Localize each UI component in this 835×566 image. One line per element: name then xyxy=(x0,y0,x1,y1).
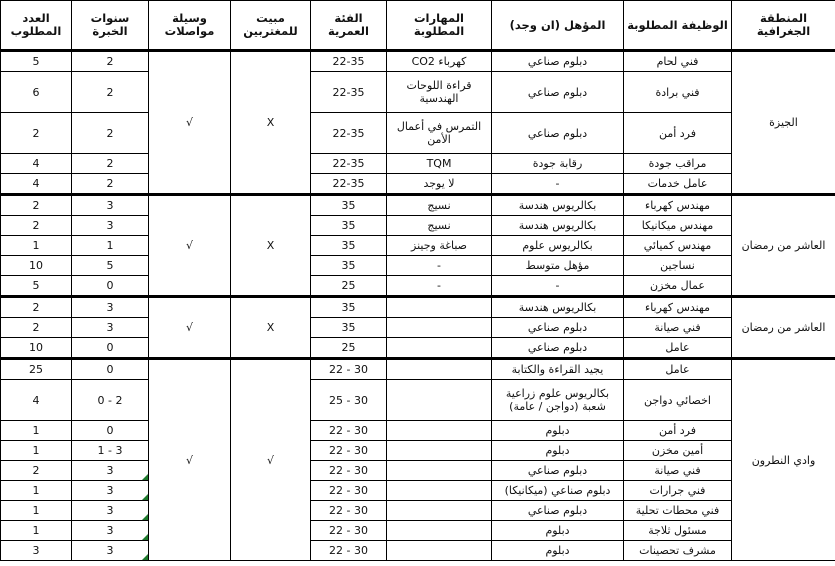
experience-cell: 2 xyxy=(72,154,149,174)
age-cell: 22 - 30 xyxy=(311,461,387,481)
table-row xyxy=(1,297,835,318)
table-row xyxy=(1,216,835,236)
table-row xyxy=(1,154,835,174)
count-cell: 2 xyxy=(1,113,72,154)
skills-cell xyxy=(387,359,492,380)
lodging-cell: X xyxy=(231,51,311,195)
transport-cell: √ xyxy=(149,297,231,359)
job-cell: مشرف تحصينات xyxy=(624,541,732,561)
qualification-cell: يجيد القراءة والكتابة xyxy=(492,359,624,380)
experience-cell: 3 xyxy=(72,318,149,338)
skills-cell xyxy=(387,380,492,421)
table-row xyxy=(1,256,835,276)
count-cell: 2 xyxy=(1,195,72,216)
skills-cell xyxy=(387,441,492,461)
job-cell: عامل xyxy=(624,359,732,380)
qualification-cell: دبلوم xyxy=(492,541,624,561)
table-row xyxy=(1,481,835,501)
skills-cell: - xyxy=(387,256,492,276)
qualification-cell: دبلوم صناعي xyxy=(492,338,624,359)
experience-cell: 3 xyxy=(72,481,149,501)
experience-cell: 3 xyxy=(72,521,149,541)
job-cell: مهندس ميكانيكا xyxy=(624,216,732,236)
age-cell: 22 - 30 xyxy=(311,441,387,461)
table-row xyxy=(1,113,835,154)
table-row xyxy=(1,359,835,380)
transport-cell: √ xyxy=(149,359,231,561)
table-row xyxy=(1,521,835,541)
skills-cell xyxy=(387,421,492,441)
age-cell: 22-35 xyxy=(311,174,387,195)
age-cell: 22-35 xyxy=(311,72,387,113)
table-row xyxy=(1,236,835,256)
age-cell: 25 xyxy=(311,338,387,359)
qualification-cell: دبلوم صناعي xyxy=(492,72,624,113)
header-experience: سنوات الخبرة xyxy=(72,1,149,51)
qualification-cell: مؤهل متوسط xyxy=(492,256,624,276)
experience-cell: 2 xyxy=(72,174,149,195)
region-cell: الجيزة xyxy=(732,51,835,195)
qualification-cell: بكالريوس علوم زراعية شعبة (دواجن / عامة) xyxy=(492,380,624,421)
age-cell: 22-35 xyxy=(311,154,387,174)
qualification-cell: دبلوم xyxy=(492,421,624,441)
count-cell: 1 xyxy=(1,481,72,501)
lodging-cell: X xyxy=(231,195,311,297)
count-cell: 1 xyxy=(1,236,72,256)
table-row xyxy=(1,441,835,461)
count-cell: 5 xyxy=(1,276,72,297)
age-cell: 22 - 30 xyxy=(311,501,387,521)
header-qualification: المؤهل (ان وجد) xyxy=(492,1,624,51)
experience-cell: 2 xyxy=(72,72,149,113)
header-lodging: مبيت للمغتربين xyxy=(231,1,311,51)
qualification-cell: دبلوم صناعي xyxy=(492,501,624,521)
qualification-cell: - xyxy=(492,174,624,195)
job-cell: اخصائي دواجن xyxy=(624,380,732,421)
skills-cell: صباغة وجينز xyxy=(387,236,492,256)
age-cell: 35 xyxy=(311,216,387,236)
age-cell: 25 - 30 xyxy=(311,380,387,421)
count-cell: 25 xyxy=(1,359,72,380)
experience-cell: 3 xyxy=(72,501,149,521)
experience-cell: 3 xyxy=(72,195,149,216)
experience-cell: 0 xyxy=(72,359,149,380)
qualification-cell: بكالريوس هندسة xyxy=(492,216,624,236)
region-cell: وادي النطرون xyxy=(732,359,835,561)
skills-cell xyxy=(387,501,492,521)
table-row xyxy=(1,421,835,441)
experience-cell: 1 xyxy=(72,236,149,256)
count-cell: 4 xyxy=(1,174,72,195)
job-cell: عمال مخزن xyxy=(624,276,732,297)
qualification-cell: بكالريوس هندسة xyxy=(492,297,624,318)
job-cell: فني لحام xyxy=(624,51,732,72)
skills-cell: التمرس في أعمال الأمن xyxy=(387,113,492,154)
experience-cell: 2 xyxy=(72,51,149,72)
table-row xyxy=(1,501,835,521)
table-row xyxy=(1,380,835,421)
count-cell: 1 xyxy=(1,521,72,541)
experience-cell: 0 xyxy=(72,421,149,441)
experience-cell: 2 xyxy=(72,113,149,154)
age-cell: 22 - 30 xyxy=(311,521,387,541)
header-age: الفئة العمرية xyxy=(311,1,387,51)
count-cell: 3 xyxy=(1,541,72,561)
count-cell: 6 xyxy=(1,72,72,113)
job-cell: مهندس كميائي xyxy=(624,236,732,256)
skills-cell xyxy=(387,541,492,561)
experience-cell: 3 xyxy=(72,541,149,561)
age-cell: 22 - 30 xyxy=(311,359,387,380)
count-cell: 2 xyxy=(1,297,72,318)
age-cell: 35 xyxy=(311,297,387,318)
experience-cell: 0 xyxy=(72,338,149,359)
qualification-cell: دبلوم xyxy=(492,441,624,461)
age-cell: 25 xyxy=(311,276,387,297)
experience-cell: 3 xyxy=(72,297,149,318)
age-cell: 22 - 30 xyxy=(311,541,387,561)
region-cell: العاشر من رمضان xyxy=(732,195,835,297)
count-cell: 1 xyxy=(1,501,72,521)
age-cell: 22 - 30 xyxy=(311,421,387,441)
job-cell: مهندس كهرباء xyxy=(624,195,732,216)
qualification-cell: دبلوم صناعي xyxy=(492,51,624,72)
job-cell: فني صيانة xyxy=(624,318,732,338)
job-cell: مراقب جودة xyxy=(624,154,732,174)
experience-cell: 3 xyxy=(72,216,149,236)
table-row xyxy=(1,541,835,561)
lodging-cell: X xyxy=(231,297,311,359)
age-cell: 35 xyxy=(311,318,387,338)
experience-cell: 1 - 3 xyxy=(72,441,149,461)
skills-cell: نسيج xyxy=(387,195,492,216)
header-count: العدد المطلوب xyxy=(1,1,72,51)
table-row xyxy=(1,72,835,113)
qualification-cell: دبلوم صناعي xyxy=(492,113,624,154)
table-row xyxy=(1,51,835,72)
count-cell: 4 xyxy=(1,380,72,421)
table-row xyxy=(1,174,835,195)
qualification-cell: دبلوم صناعي xyxy=(492,318,624,338)
job-cell: فني برادة xyxy=(624,72,732,113)
header-transport: وسيلة مواصلات xyxy=(149,1,231,51)
skills-cell: كهرباء CO2 xyxy=(387,51,492,72)
job-cell: فني جرارات xyxy=(624,481,732,501)
lodging-cell: √ xyxy=(231,359,311,561)
job-cell: نساجين xyxy=(624,256,732,276)
age-cell: 35 xyxy=(311,195,387,216)
qualification-cell: بكالريوس هندسة xyxy=(492,195,624,216)
qualification-cell: رقابة جودة xyxy=(492,154,624,174)
skills-cell xyxy=(387,481,492,501)
table-row xyxy=(1,338,835,359)
qualification-cell: دبلوم صناعي xyxy=(492,461,624,481)
skills-cell xyxy=(387,338,492,359)
count-cell: 2 xyxy=(1,216,72,236)
table-row xyxy=(1,276,835,297)
skills-cell: - xyxy=(387,276,492,297)
skills-cell xyxy=(387,297,492,318)
table-row xyxy=(1,195,835,216)
count-cell: 4 xyxy=(1,154,72,174)
age-cell: 22-35 xyxy=(311,51,387,72)
job-cell: فني محطات تحلية xyxy=(624,501,732,521)
count-cell: 2 xyxy=(1,461,72,481)
count-cell: 10 xyxy=(1,256,72,276)
job-cell: عامل xyxy=(624,338,732,359)
header-row xyxy=(1,1,835,51)
count-cell: 1 xyxy=(1,441,72,461)
region-cell: العاشر من رمضان xyxy=(732,297,835,359)
count-cell: 2 xyxy=(1,318,72,338)
job-cell: فرد أمن xyxy=(624,113,732,154)
job-cell: فرد أمن xyxy=(624,421,732,441)
experience-cell: 0 xyxy=(72,276,149,297)
qualification-cell: بكالريوس علوم xyxy=(492,236,624,256)
job-cell: عامل خدمات xyxy=(624,174,732,195)
experience-cell: 3 xyxy=(72,461,149,481)
count-cell: 1 xyxy=(1,421,72,441)
count-cell: 5 xyxy=(1,51,72,72)
transport-cell: √ xyxy=(149,51,231,195)
qualification-cell: - xyxy=(492,276,624,297)
skills-cell xyxy=(387,461,492,481)
transport-cell: √ xyxy=(149,195,231,297)
skills-cell: لا يوجد xyxy=(387,174,492,195)
table-row xyxy=(1,318,835,338)
job-cell: مسئول ثلاجة xyxy=(624,521,732,541)
job-cell: فني صيانة xyxy=(624,461,732,481)
header-skills: المهارات المطلوبة xyxy=(387,1,492,51)
skills-cell: قراءة اللوحات الهندسية xyxy=(387,72,492,113)
table-row xyxy=(1,461,835,481)
age-cell: 22 - 30 xyxy=(311,481,387,501)
skills-cell: TQM xyxy=(387,154,492,174)
job-cell: مهندس كهرباء xyxy=(624,297,732,318)
job-cell: أمين مخزن xyxy=(624,441,732,461)
age-cell: 35 xyxy=(311,236,387,256)
skills-cell xyxy=(387,318,492,338)
skills-cell: نسيج xyxy=(387,216,492,236)
experience-cell: 5 xyxy=(72,256,149,276)
age-cell: 22-35 xyxy=(311,113,387,154)
header-region: المنطقة الجغرافية xyxy=(732,1,835,51)
header-job: الوظيفة المطلوبة xyxy=(624,1,732,51)
qualification-cell: دبلوم صناعي (ميكانيكا) xyxy=(492,481,624,501)
qualification-cell: دبلوم xyxy=(492,521,624,541)
count-cell: 10 xyxy=(1,338,72,359)
age-cell: 35 xyxy=(311,256,387,276)
skills-cell xyxy=(387,521,492,541)
experience-cell: 0 - 2 xyxy=(72,380,149,421)
